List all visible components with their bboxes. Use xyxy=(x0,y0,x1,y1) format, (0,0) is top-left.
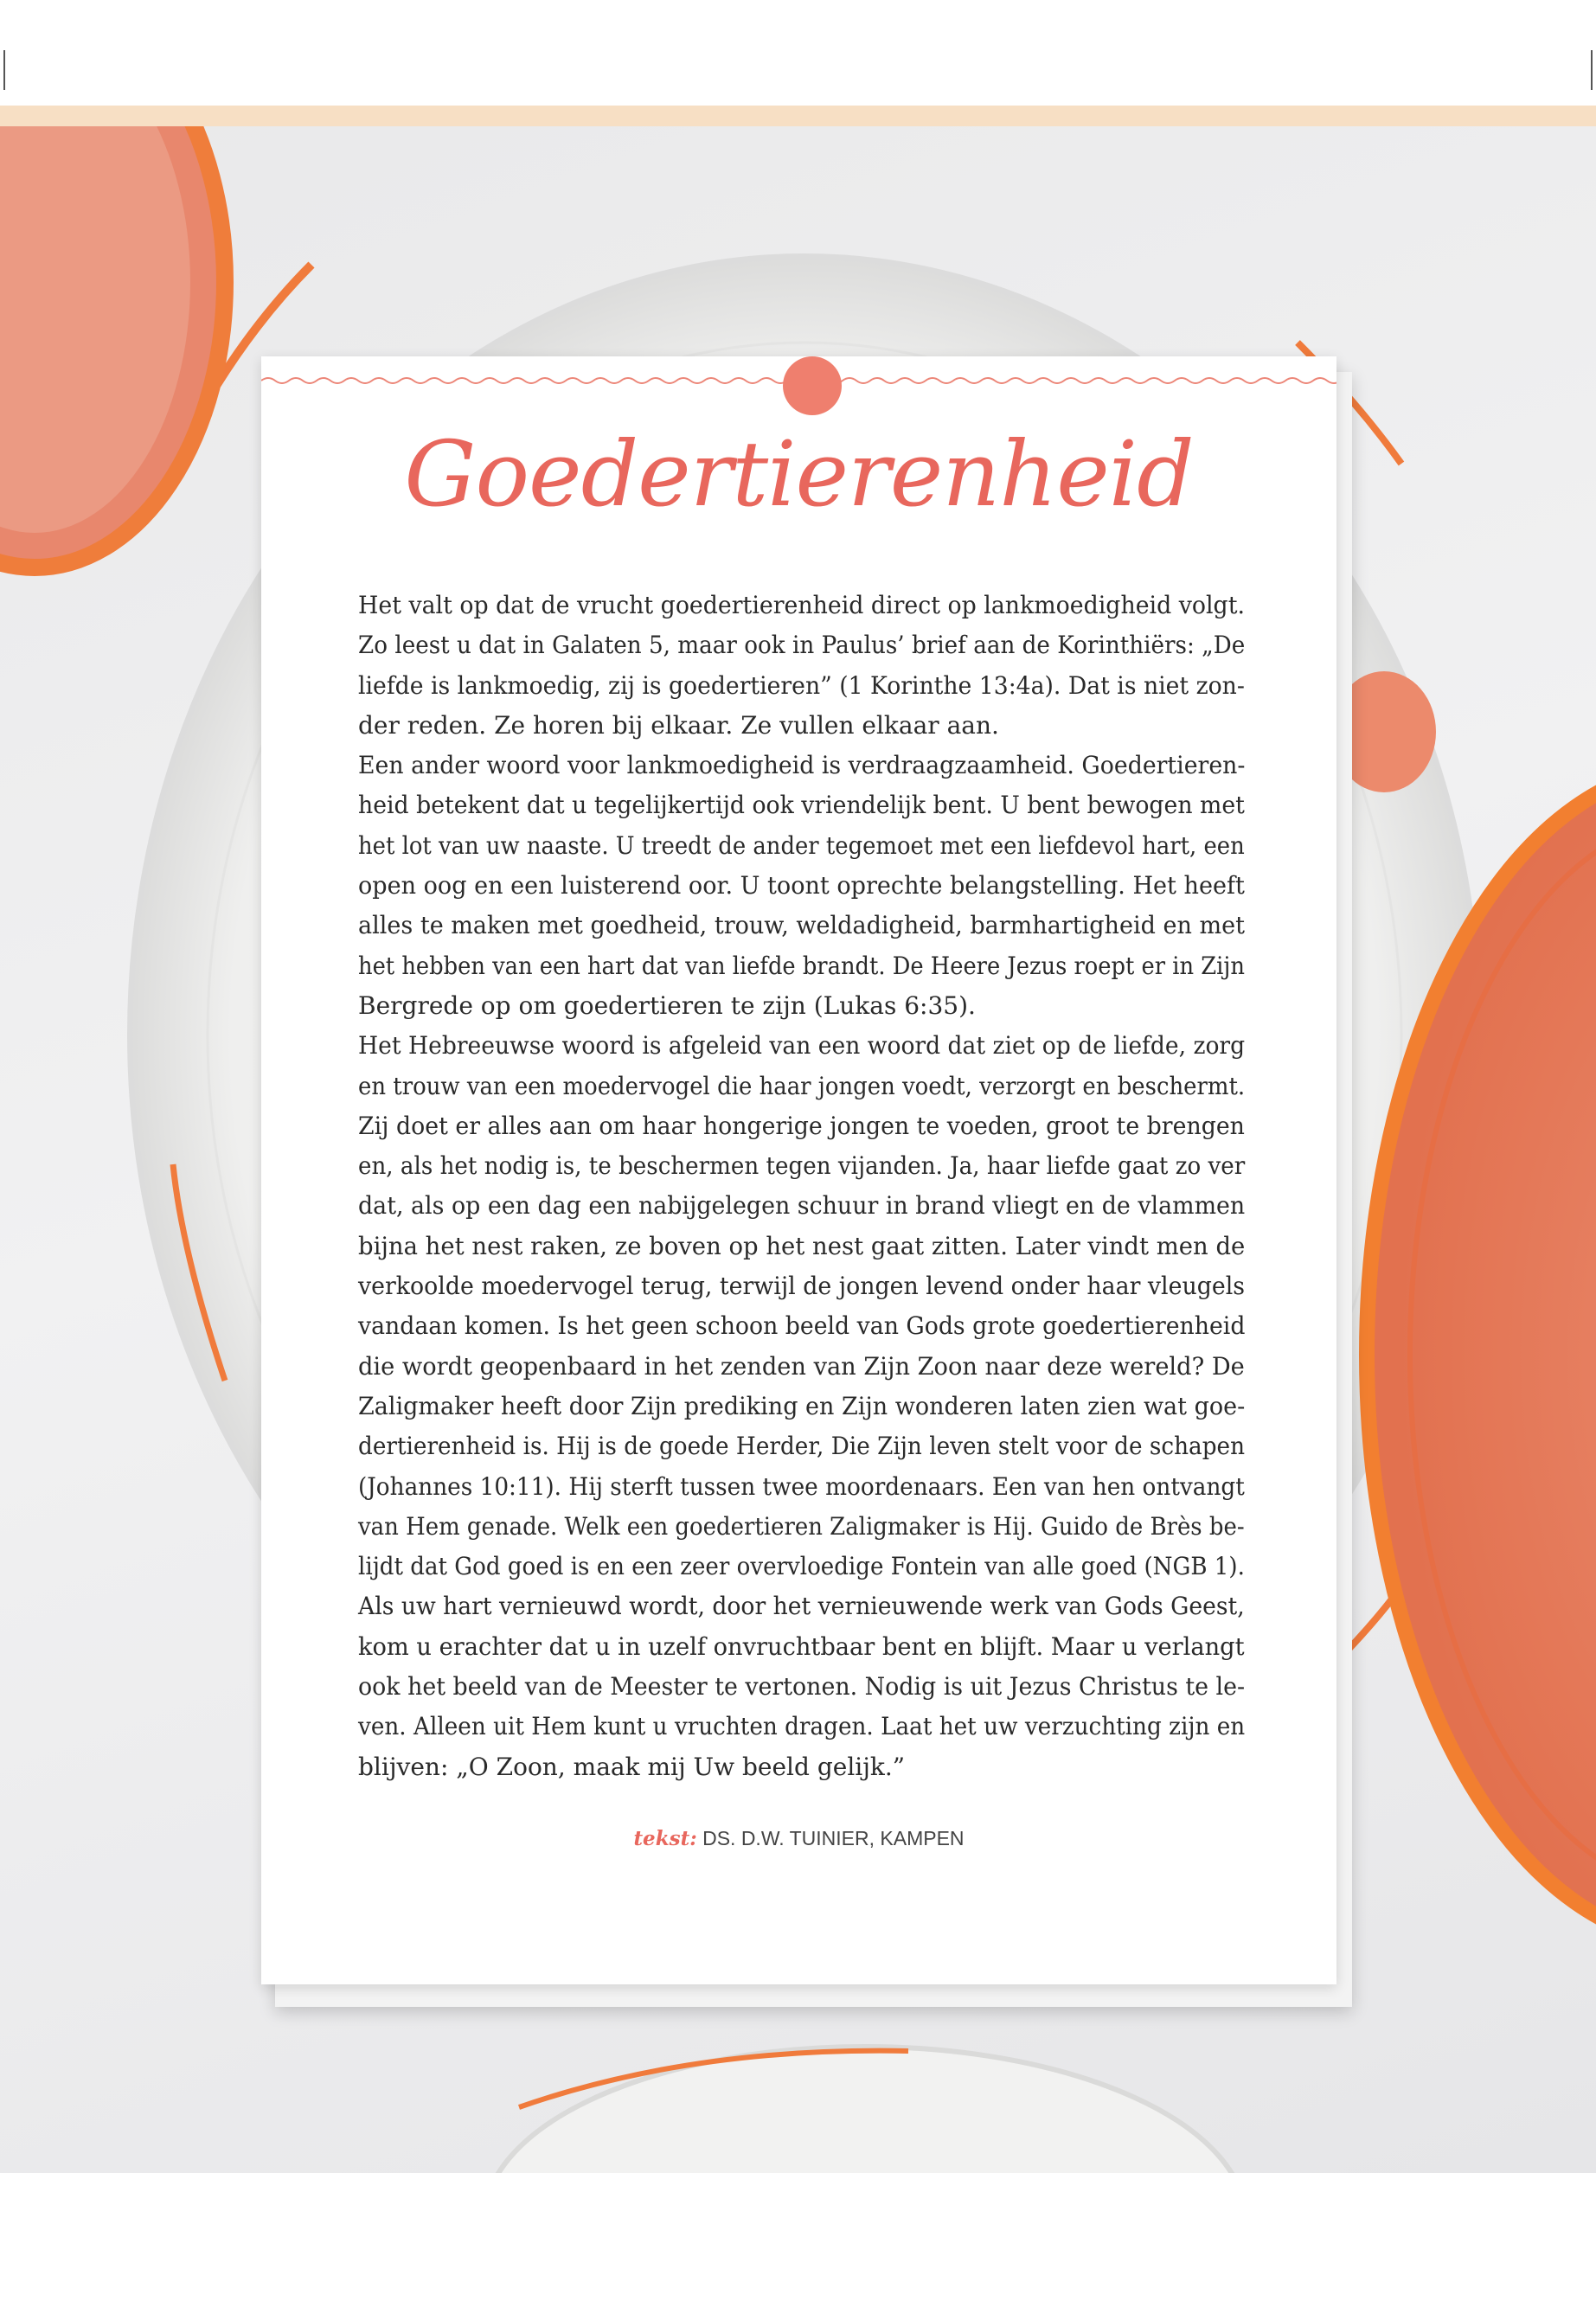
body-line: dertierenheid is. Hij is de goede Herder, Die Zijn leven stelt voor de schapen xyxy=(358,1432,1246,1461)
body-line: dat, als op een dag een nabijgelegen schuur in brand vliegt en de vlammen xyxy=(358,1191,1246,1221)
bottom-margin xyxy=(0,2173,1596,2301)
body-line: Zaligmaker heeft door Zijn prediking en Zijn wonderen laten zien wat goe- xyxy=(358,1391,1246,1420)
body-line: ven. Alleen uit Hem kunt u vruchten dragen. Laat het uw verzuchting zijn en xyxy=(358,1712,1246,1741)
body-line: Zij doet er alles aan om haar hongerige jongen te voeden, groot te brengen xyxy=(358,1111,1245,1140)
article-title: Goedertierenheid xyxy=(404,421,1194,527)
body-line: die wordt geopenbaard in het zenden van Zijn Zoon naar deze wereld? De xyxy=(358,1351,1245,1381)
body-line: lijdt dat God goed is en een zeer overvloedige Fontein van alle goed (NGB 1). xyxy=(358,1552,1245,1581)
body-line: open oog en een luisterend oor. U toont oprechte belangstelling. Het heeft xyxy=(358,871,1245,901)
body-line: (Johannes 10:11). Hij sterft tussen twee moordenaars. Een van hen ontvangt xyxy=(358,1471,1245,1501)
body-line: kom u erachter dat u in uzelf onvruchtbaar bent en blijft. Maar u verlangt xyxy=(358,1631,1245,1661)
credit-label: tekst: xyxy=(633,1827,697,1850)
top-color-band xyxy=(0,106,1596,126)
body-line: heid betekent dat u tegelijkertijd ook vriendelijk bent. U bent bewogen met xyxy=(358,791,1245,820)
crop-mark-top-left xyxy=(3,50,5,90)
body-line: Het valt op dat de vrucht goedertierenheid direct op lankmoedigheid volgt. xyxy=(358,591,1245,619)
body-line: alles te maken met goedheid, trouw, weldadigheid, barmhartigheid en met xyxy=(358,911,1245,940)
body-line: der reden. Ze horen bij elkaar. Ze vullen elkaar aan. xyxy=(358,710,999,740)
body-line: Bergrede op om goedertieren te zijn (Lukas 6:35). xyxy=(358,990,976,1020)
body-line: bijna het nest raken, ze boven op het nest gaat zitten. Later vindt men de xyxy=(358,1231,1246,1260)
body-line: ook het beeld van de Meester te vertonen. Nodig is uit Jezus Christus te le- xyxy=(358,1672,1246,1702)
body-line: blijven: „O Zoon, maak mij Uw beeld gelijk.” xyxy=(358,1752,906,1781)
body-line: Een ander woord voor lankmoedigheid is verdraagzaamheid. Goedertieren- xyxy=(358,751,1246,780)
body-line: Zo leest u dat in Galaten 5, maar ook in Paulus’ brief aan de Korinthiërs: „De xyxy=(358,631,1246,660)
body-line: van Hem genade. Welk een goedertieren Zaligmaker is Hij. Guido de Brès be- xyxy=(358,1511,1245,1541)
article-body xyxy=(358,586,1245,1787)
body-line: Als uw hart vernieuwd wordt, door het vernieuwende werk van Gods Geest, xyxy=(358,1592,1245,1621)
article-card xyxy=(261,356,1336,1984)
body-line: liefde is lankmoedig, zij is goedertieren” (1 Korinthe 13:4a). Dat is niet zon- xyxy=(358,670,1245,700)
pin-dot-icon xyxy=(783,356,842,415)
body-line: en, als het nodig is, te beschermen tegen vijanden. Ja, haar liefde gaat zo ver xyxy=(358,1151,1246,1181)
author-credit xyxy=(261,1827,1336,1850)
credit-author: DS. D.W. TUINIER, KAMPEN xyxy=(696,1827,965,1849)
crop-mark-top-right xyxy=(1591,50,1593,90)
body-line: het lot van uw naaste. U treedt de ander tegemoet met een liefdevol hart, een xyxy=(358,830,1245,860)
body-line: Het Hebreeuwse woord is afgeleid van een woord dat ziet op de liefde, zorg xyxy=(358,1031,1246,1061)
body-line: verkoolde moedervogel terug, terwijl de jongen levend onder haar vleugels xyxy=(358,1272,1246,1301)
body-line: vandaan komen. Is het geen schoon beeld van Gods grote goedertierenheid xyxy=(358,1311,1246,1341)
body-line: en trouw van een moedervogel die haar jongen voedt, verzorgt en beschermt. xyxy=(358,1071,1246,1100)
body-line: het hebben van een hart dat van liefde brandt. De Heere Jezus roept er in Zijn xyxy=(358,951,1245,980)
